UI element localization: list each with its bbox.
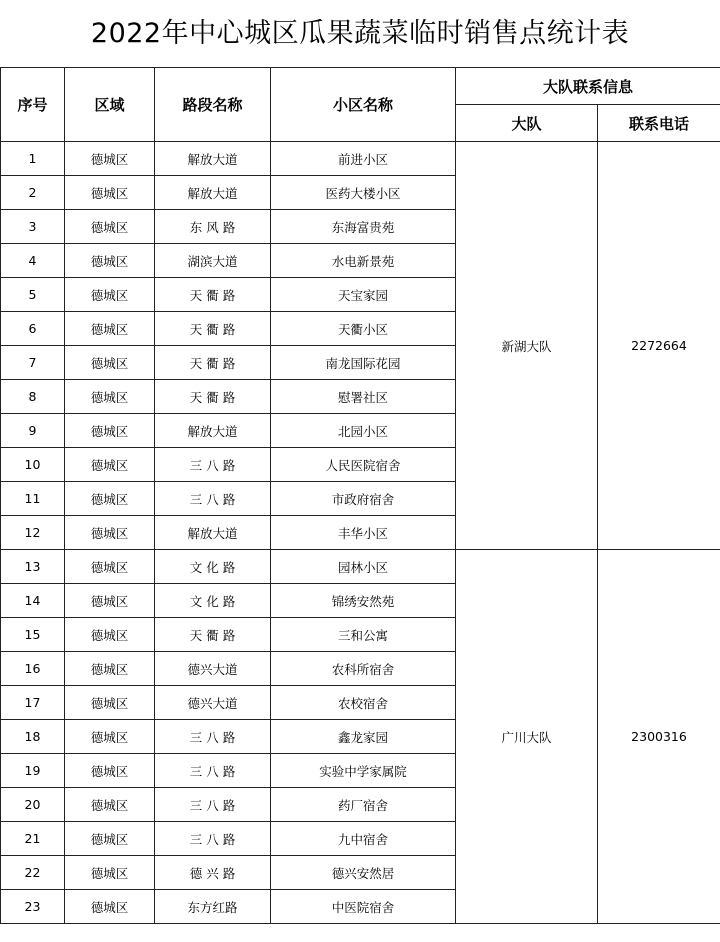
cell-community: 南龙国际花园 bbox=[271, 346, 456, 380]
cell-district: 德城区 bbox=[65, 686, 155, 720]
cell-community: 慰署社区 bbox=[271, 380, 456, 414]
cell-district: 德城区 bbox=[65, 176, 155, 210]
cell-road: 三 八 路 bbox=[155, 482, 271, 516]
cell-seq: 23 bbox=[1, 890, 65, 924]
cell-district: 德城区 bbox=[65, 856, 155, 890]
cell-road: 文 化 路 bbox=[155, 584, 271, 618]
cell-road: 湖滨大道 bbox=[155, 244, 271, 278]
cell-community: 天宝家园 bbox=[271, 278, 456, 312]
cell-community: 农科所宿舍 bbox=[271, 652, 456, 686]
cell-community: 市政府宿舍 bbox=[271, 482, 456, 516]
cell-community: 天衢小区 bbox=[271, 312, 456, 346]
cell-community: 中医院宿舍 bbox=[271, 890, 456, 924]
header-community: 小区名称 bbox=[271, 68, 456, 142]
cell-district: 德城区 bbox=[65, 448, 155, 482]
cell-phone: 2300316 bbox=[598, 550, 720, 924]
cell-seq: 10 bbox=[1, 448, 65, 482]
cell-road: 三 八 路 bbox=[155, 754, 271, 788]
cell-road: 解放大道 bbox=[155, 176, 271, 210]
cell-seq: 19 bbox=[1, 754, 65, 788]
cell-community: 医药大楼小区 bbox=[271, 176, 456, 210]
cell-seq: 18 bbox=[1, 720, 65, 754]
cell-district: 德城区 bbox=[65, 550, 155, 584]
cell-road: 天 衢 路 bbox=[155, 312, 271, 346]
cell-seq: 1 bbox=[1, 142, 65, 176]
cell-community: 北园小区 bbox=[271, 414, 456, 448]
header-district: 区域 bbox=[65, 68, 155, 142]
cell-road: 解放大道 bbox=[155, 516, 271, 550]
cell-community: 农校宿舍 bbox=[271, 686, 456, 720]
cell-seq: 12 bbox=[1, 516, 65, 550]
cell-community: 三和公寓 bbox=[271, 618, 456, 652]
sales-point-table bbox=[0, 67, 720, 924]
cell-seq: 8 bbox=[1, 380, 65, 414]
cell-district: 德城区 bbox=[65, 720, 155, 754]
cell-road: 东 风 路 bbox=[155, 210, 271, 244]
cell-seq: 2 bbox=[1, 176, 65, 210]
header-phone: 联系电话 bbox=[598, 105, 720, 142]
cell-district: 德城区 bbox=[65, 278, 155, 312]
cell-community: 园林小区 bbox=[271, 550, 456, 584]
page-title: 2022年中心城区瓜果蔬菜临时销售点统计表 bbox=[90, 18, 630, 49]
cell-community: 实验中学家属院 bbox=[271, 754, 456, 788]
cell-seq: 22 bbox=[1, 856, 65, 890]
cell-community: 九中宿舍 bbox=[271, 822, 456, 856]
header-road: 路段名称 bbox=[155, 68, 271, 142]
cell-seq: 11 bbox=[1, 482, 65, 516]
cell-road: 三 八 路 bbox=[155, 448, 271, 482]
cell-seq: 13 bbox=[1, 550, 65, 584]
cell-seq: 5 bbox=[1, 278, 65, 312]
cell-district: 德城区 bbox=[65, 754, 155, 788]
cell-road: 天 衢 路 bbox=[155, 278, 271, 312]
cell-district: 德城区 bbox=[65, 380, 155, 414]
cell-seq: 16 bbox=[1, 652, 65, 686]
cell-seq: 21 bbox=[1, 822, 65, 856]
cell-road: 解放大道 bbox=[155, 142, 271, 176]
cell-seq: 4 bbox=[1, 244, 65, 278]
cell-district: 德城区 bbox=[65, 142, 155, 176]
cell-road: 天 衢 路 bbox=[155, 618, 271, 652]
cell-road: 德兴大道 bbox=[155, 652, 271, 686]
table-row bbox=[1, 550, 720, 584]
cell-road: 东方红路 bbox=[155, 890, 271, 924]
cell-district: 德城区 bbox=[65, 346, 155, 380]
cell-district: 德城区 bbox=[65, 210, 155, 244]
cell-district: 德城区 bbox=[65, 516, 155, 550]
table-body bbox=[1, 142, 720, 924]
cell-road: 三 八 路 bbox=[155, 822, 271, 856]
cell-brigade: 新湖大队 bbox=[456, 142, 598, 550]
cell-community: 鑫龙家园 bbox=[271, 720, 456, 754]
cell-brigade: 广川大队 bbox=[456, 550, 598, 924]
table-row bbox=[1, 142, 720, 176]
cell-road: 三 八 路 bbox=[155, 788, 271, 822]
cell-district: 德城区 bbox=[65, 822, 155, 856]
header-brigade: 大队 bbox=[456, 105, 598, 142]
cell-seq: 6 bbox=[1, 312, 65, 346]
header-brigade-info: 大队联系信息 bbox=[456, 68, 720, 105]
header-seq: 序号 bbox=[1, 68, 65, 142]
cell-district: 德城区 bbox=[65, 584, 155, 618]
cell-district: 德城区 bbox=[65, 482, 155, 516]
cell-seq: 14 bbox=[1, 584, 65, 618]
cell-community: 锦绣安然苑 bbox=[271, 584, 456, 618]
cell-seq: 17 bbox=[1, 686, 65, 720]
cell-community: 丰华小区 bbox=[271, 516, 456, 550]
cell-road: 解放大道 bbox=[155, 414, 271, 448]
cell-community: 人民医院宿舍 bbox=[271, 448, 456, 482]
cell-district: 德城区 bbox=[65, 618, 155, 652]
cell-road: 文 化 路 bbox=[155, 550, 271, 584]
cell-community: 德兴安然居 bbox=[271, 856, 456, 890]
header-row bbox=[1, 68, 720, 105]
cell-district: 德城区 bbox=[65, 414, 155, 448]
cell-seq: 15 bbox=[1, 618, 65, 652]
cell-district: 德城区 bbox=[65, 312, 155, 346]
cell-phone: 2272664 bbox=[598, 142, 720, 550]
cell-seq: 7 bbox=[1, 346, 65, 380]
cell-community: 前进小区 bbox=[271, 142, 456, 176]
cell-district: 德城区 bbox=[65, 652, 155, 686]
cell-district: 德城区 bbox=[65, 244, 155, 278]
cell-community: 药厂宿舍 bbox=[271, 788, 456, 822]
cell-road: 德兴大道 bbox=[155, 686, 271, 720]
cell-road: 三 八 路 bbox=[155, 720, 271, 754]
cell-district: 德城区 bbox=[65, 890, 155, 924]
cell-seq: 3 bbox=[1, 210, 65, 244]
cell-district: 德城区 bbox=[65, 788, 155, 822]
cell-community: 东海富贵苑 bbox=[271, 210, 456, 244]
cell-seq: 9 bbox=[1, 414, 65, 448]
cell-road: 天 衢 路 bbox=[155, 380, 271, 414]
cell-road: 天 衢 路 bbox=[155, 346, 271, 380]
cell-seq: 20 bbox=[1, 788, 65, 822]
cell-community: 水电新景苑 bbox=[271, 244, 456, 278]
cell-road: 德 兴 路 bbox=[155, 856, 271, 890]
